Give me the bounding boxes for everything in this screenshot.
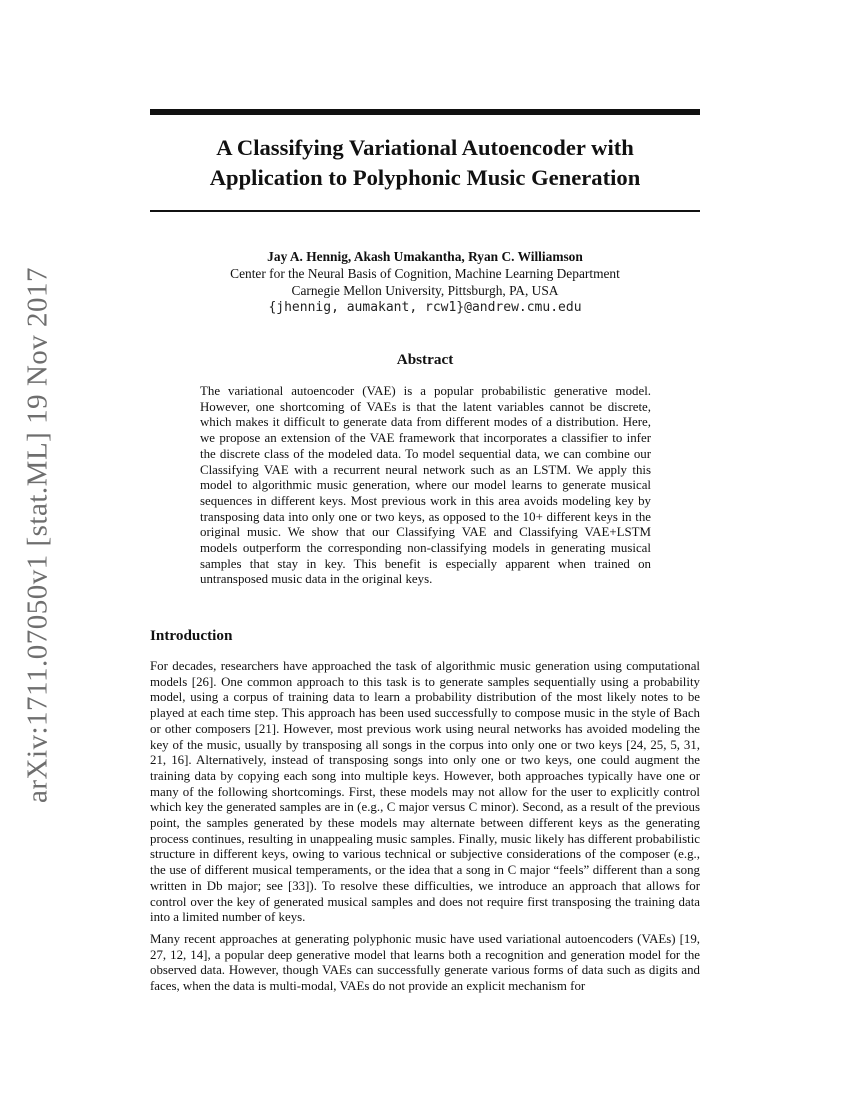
title-bottom-rule (150, 210, 700, 212)
introduction-heading: Introduction (150, 627, 233, 644)
abstract-text: The variational autoencoder (VAE) is a popular probabilistic generative model. However, one shortcoming of VAEs is that the latent variables cannot be discrete, which makes it difficult to generate data from different modes of a distribution. Here, we propose an extension of the VAE framework that incorporates a classifier to infer the discrete class of the modeled data. To model sequential data, we can combine our Classifying VAE with a recurrent neural network such as an LSTM. We apply this model to algorithmic music generation, where our model learns to generate musical sequences in different keys. Most previous work in this area avoids modeling key by transposing data into only one or two keys, as opposed to the 10+ different keys in the original music. We show that our Classifying VAE and Classifying VAE+LSTM models outperform the corresponding non-classifying models in generating musical samples that stay in key. This benefit is especially apparent when trained on untransposed music data in the original keys. (200, 384, 651, 587)
paper-title-line-1: A Classifying Variational Autoencoder with (216, 135, 634, 160)
author-emails: {jhennig, aumakant, rcw1}@andrew.cmu.edu (268, 300, 582, 315)
author-names: Jay A. Hennig, Akash Umakantha, Ryan C. Williamson (267, 249, 583, 264)
introduction-paragraph-2: Many recent approaches at generating polyphonic music have used variational autoencoders (VAEs) [19, 27, 12, 14], a popular deep generative model that learns both a recognition and generation model for the observed data. However, though VAEs can successfully generate various forms of data such as digits and faces, when the data is multi-modal, VAEs do not provide an explicit mechanism for (150, 931, 700, 994)
author-block (150, 248, 700, 316)
title-top-rule (150, 109, 700, 115)
paper-title-line-2: Application to Polyphonic Music Generation (209, 165, 641, 190)
abstract-heading: Abstract (396, 351, 454, 368)
arxiv-identifier (14, 266, 62, 804)
arxiv-identifier-text: arXiv:1711.07050v1 [stat.ML] 19 Nov 2017 (21, 266, 54, 804)
affiliation-line-1: Center for the Neural Basis of Cognition, Machine Learning Department (230, 266, 620, 281)
introduction-body (150, 659, 700, 1001)
affiliation-line-2: Carnegie Mellon University, Pittsburgh, PA, USA (291, 283, 559, 298)
introduction-paragraph-1: For decades, researchers have approached the task of algorithmic music generation using computational models [26]. One common approach to this task is to generate samples sequentially using a probability model, using a corpus of training data to learn a probability distribution of the most likely notes to be played at each time step. This approach has been used successfully to compose music in the style of Bach or other composers [21]. However, most previous work using neural networks has avoided modeling the key of the music, usually by transposing all songs in the corpus into only one or two keys [24, 25, 5, 31, 21, 16]. Alternatively, instead of transposing songs into only one or two keys, one could augment the training data by copying each song into multiple keys. However, both approaches typically have one or many of the following shortcomings. First, these models may not allow for the user to explicitly control which key the generated samples are in (e.g., C major versus C minor). Second, as a result of the previous point, the samples generated by these models may alternate between different keys as the generating process continues, resulting in unappealing music samples. Finally, music likely has different probabilistic structure in different keys, owing to various technical or subjective considerations of the composer (e.g., the use of different musical temperaments, or the idea that a song in C major “feels” different than a song written in Db major; see [33]). To resolve these difficulties, we introduce an approach that allows for control over the key of generated musical samples and does not require first transposing the training data into a limited number of keys. (150, 659, 700, 925)
paper-title (150, 133, 700, 193)
